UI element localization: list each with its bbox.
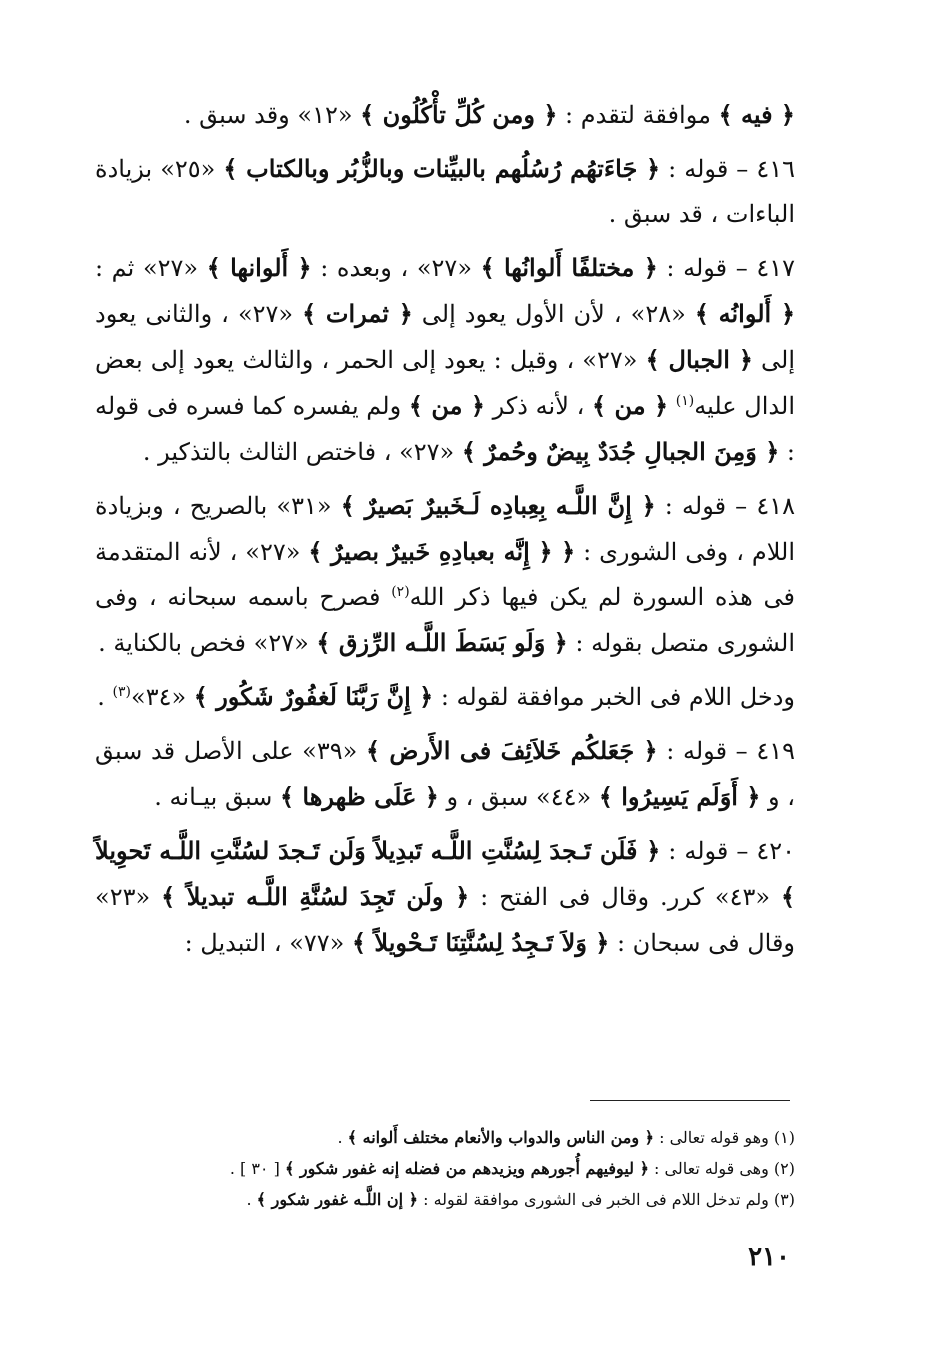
text-segment: .	[337, 1128, 348, 1147]
paragraph	[95, 728, 795, 820]
quran-quote: ﴿ ومن كُلِّ تأْكُلُون ﴾	[360, 100, 558, 129]
text-segment: (١) وهو قوله تعالى :	[654, 1128, 795, 1147]
quran-quote: ﴿ من ﴾	[408, 391, 485, 420]
text-segment: «٢٨» ، لأن الأول يعود إلى	[412, 300, 695, 328]
paragraph	[95, 92, 795, 138]
text-segment: «٤٤» سبق ، و	[438, 783, 599, 811]
text-segment: .	[97, 683, 113, 711]
text-segment: موافقة لتقدم :	[557, 101, 719, 129]
text-segment: «٢٧» فخص بالكناية .	[98, 629, 317, 657]
text-segment: [ ٣٠ ] .	[229, 1159, 285, 1178]
quran-quote: ﴿ الجبال ﴾	[645, 345, 753, 374]
quran-quote: ﴿ جَاءَتهُم رُسُلُهم بالبيِّنات وبالزُّبُر وبالكتاب ﴾	[223, 154, 661, 183]
paragraph	[95, 245, 795, 475]
text-segment: (٣) ولم تدخل اللام فى الخبر فى الشورى موافقة لقوله :	[418, 1190, 795, 1209]
text-segment: «٢٥» بزيادة الباءات ، قد سبق .	[95, 155, 795, 228]
text-segment: ٤١٧ – قوله :	[657, 254, 796, 282]
text-segment: «٢٧» ، وقيل : يعود إلى الحمر ، والثالث يعود إلى بعض الدال عليه	[95, 346, 795, 420]
text-segment: ودخل اللام فى الخبر موافقة لقوله :	[433, 683, 795, 711]
text-segment: «٢٧» ، لأنه المتقدمة فى هذه السورة لم يكن فيها ذكر الله	[95, 538, 795, 611]
quran-quote: ﴿ ثمرات ﴾	[302, 299, 413, 328]
quran-quote: ﴿ ولَن تَجِدَ لسُنَّةِ اللَّـه تبديلاً ﴾	[161, 882, 470, 911]
quran-quote: ﴿ جَعَلكُم خَلاَئِفَ فى الأَرض ﴾	[365, 736, 658, 765]
footnote-reference: (١)	[675, 393, 695, 409]
quran-quote: ﴿ من ﴾	[592, 391, 669, 420]
text-segment: «٣٩» على الأصل قد سبق ، و	[95, 737, 795, 811]
footnote-reference: (٢)	[391, 584, 410, 600]
quran-quote: ﴿ عَلَى ظهرها ﴾	[279, 782, 439, 811]
quran-quote: ﴿ إِنَّ رَبَّنَا لَغفُورٌ شَكُور ﴾	[193, 682, 434, 711]
quran-quote: ﴿ ومن الناس والدواب والأنعام مختلف أَلوانه ﴾	[347, 1128, 655, 1147]
text-segment: «٢٧» ، فاختص الثالث بالتذكير .	[142, 438, 462, 466]
footnote	[95, 1153, 795, 1184]
footnote-divider	[590, 1100, 790, 1101]
paragraph	[95, 483, 795, 666]
quran-quote: ﴿ ليوفيهم أُجورهم ويزيدهم من فضله إنه غفور شكور ﴾	[284, 1159, 649, 1178]
footnote	[95, 1184, 795, 1215]
quran-quote: ﴿ أَلوانُه ﴾	[694, 299, 796, 328]
quran-quote: ﴿ ﴿ إِنَّه بعبادِهِ خَبيرٌ بصيرٌ ﴾	[308, 537, 576, 566]
text-segment: «٢٧» ثم :	[95, 254, 207, 282]
quran-quote: ﴿ وَلَو بَسَطَ اللَّـه الرِّزق ﴾	[316, 628, 568, 657]
footnote	[95, 1122, 795, 1153]
footnotes	[95, 1122, 795, 1215]
quran-quote: ﴿ أَوَلَم يَسِيرُوا ﴾	[598, 782, 761, 811]
text-segment: «١٢» وقد سبق .	[183, 101, 361, 129]
quran-quote: ﴿ إِنَّ اللَّـه بِعِبادِه لَـخَبيرٌ بَصيرٌ ﴾	[340, 491, 656, 520]
text-segment: (٢) وهى قوله تعالى :	[648, 1159, 795, 1178]
text-segment: ٤١٨ – قوله :	[655, 492, 795, 520]
quran-quote: ﴿ إن اللَّـه غفور شكور ﴾	[256, 1190, 419, 1209]
paragraph	[95, 674, 795, 720]
footnote-reference: (٣)	[112, 684, 132, 700]
quran-quote: ﴿ فيه ﴾	[718, 100, 795, 129]
text-segment: ٤١٦ – قوله :	[660, 155, 795, 183]
quran-quote: ﴿ فَلَن تَـجدَ لِسُنَّتِ اللَّـه تَبدِيلاً وَلَن تَـجدَ لسُنَّتِ اللَّـه تَحوِيلاً ﴾	[95, 836, 796, 911]
quran-quote: ﴿ وَمِنَ الجبالِ جُدَدٌ بِيضٌ وحُمرٌ ﴾	[461, 437, 780, 466]
text-segment: «٢٣» وقال فى سبحان :	[95, 883, 795, 957]
text-segment: فصرح باسمه سبحانه ، وفى الشورى متصل بقوله :	[95, 583, 795, 657]
page-number: ٢١٠	[748, 1242, 790, 1272]
quran-quote: ﴿ وَلاَ تَـجِدُ لِسُنَّتِنَا تَـحْويلاً ﴾	[351, 928, 610, 957]
text-segment: «٣١» بالصريح ، وبزيادة اللام ، وفى الشورى :	[95, 492, 796, 566]
text-segment: ٤٢٠ – قوله :	[660, 837, 795, 865]
text-segment: «٧٧» ، التبديل :	[184, 929, 352, 957]
quran-quote: ﴿ مختلفًا أَلوانُها ﴾	[480, 253, 658, 282]
text-segment: سبق بيـانه .	[154, 783, 280, 811]
text-segment: .	[246, 1190, 257, 1209]
text-segment: «٢٧» ، والثانى يعود إلى	[95, 300, 795, 374]
text-segment	[668, 392, 676, 420]
text-segment: «٣٤»	[131, 683, 194, 711]
paragraph	[95, 146, 795, 237]
text-segment: ، لأنه ذكر	[484, 392, 593, 420]
paragraph	[95, 828, 795, 966]
text-segment: «٢٧» ، وبعده :	[311, 254, 481, 282]
text-segment: ٤١٩ – قوله :	[657, 737, 795, 765]
quran-quote: ﴿ أَلوانها ﴾	[206, 253, 312, 282]
text-segment: ولم يفسره كما فسره فى قوله :	[95, 392, 795, 466]
main-text	[95, 92, 795, 974]
text-segment: «٤٣» كرر. وقال فى الفتح :	[469, 883, 781, 911]
